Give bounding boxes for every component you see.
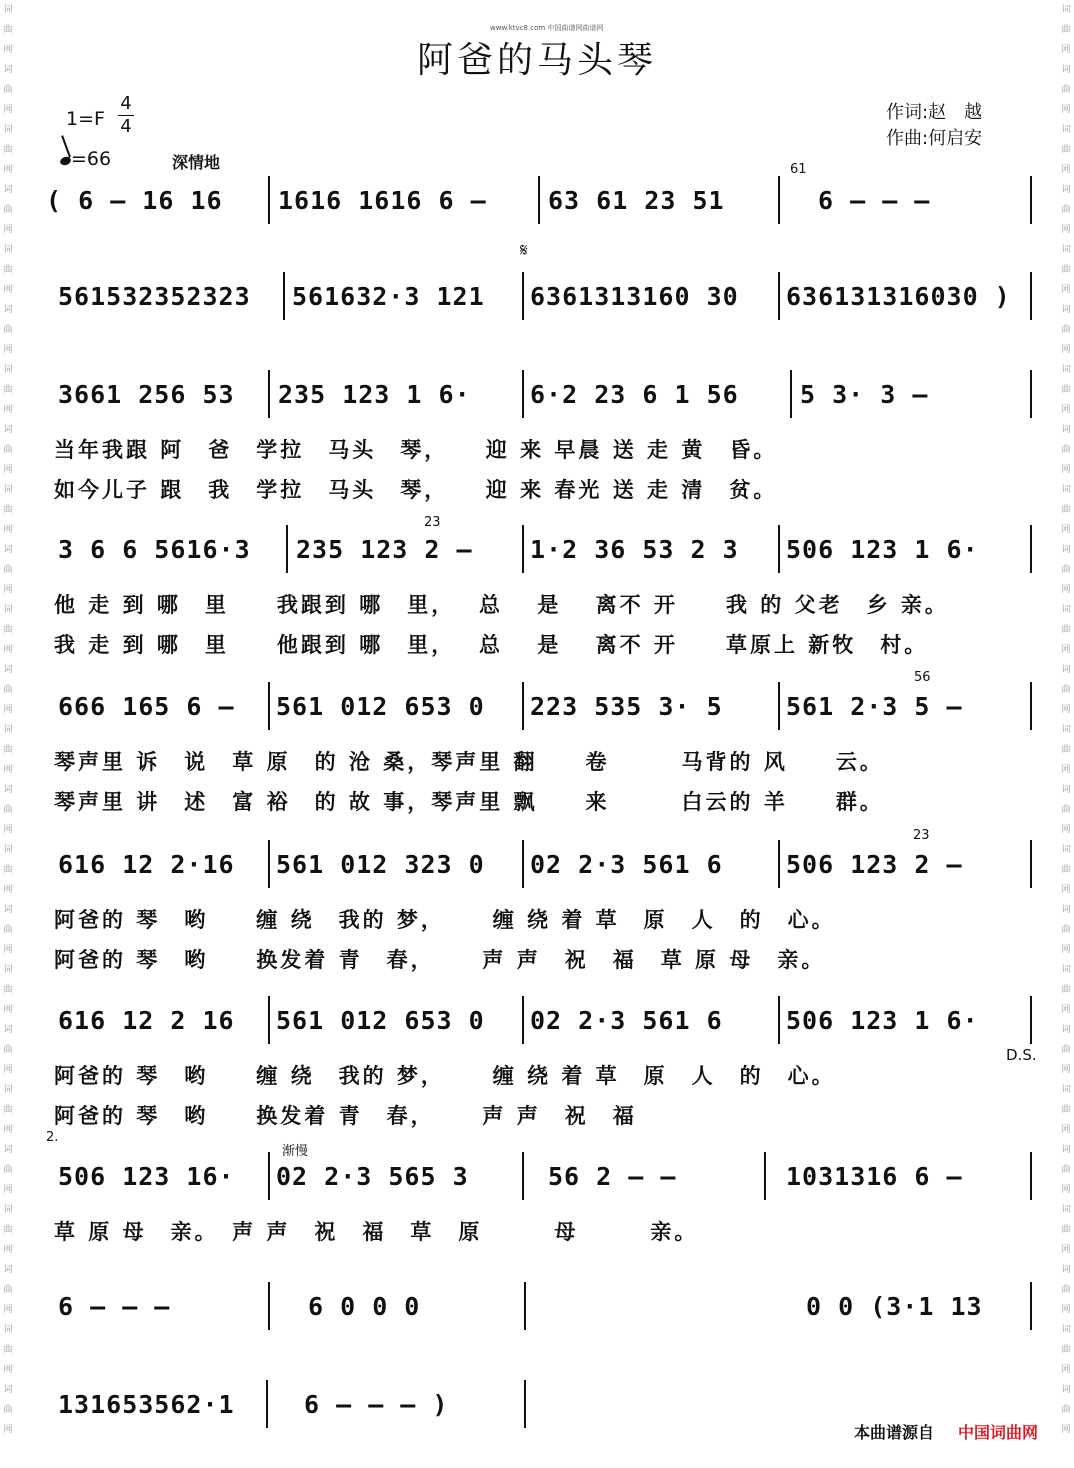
lyric-line: 阿爸的 琴 哟 换发着 青 春， 声 声 祝 福 (54, 1103, 637, 1128)
bar-line (268, 176, 270, 224)
bar-line (1030, 176, 1032, 224)
bar-line (268, 1152, 270, 1200)
bar-line (778, 682, 780, 730)
bar-line (266, 1380, 268, 1428)
measure: 3 6 6 5616·3 (58, 535, 251, 564)
measure: ( 6 – 16 16 (46, 186, 223, 215)
grace-note-61: 61 (790, 162, 807, 177)
da-segno: D.S. (1006, 1046, 1037, 1064)
measure: 561532352323 (58, 282, 251, 311)
bar-line (268, 370, 270, 418)
bar-line (1030, 525, 1032, 573)
bar-line (1030, 370, 1032, 418)
bar-line (1030, 1152, 1032, 1200)
composer: 作曲:何启安 (886, 128, 983, 149)
tempo-value: =66 (71, 148, 112, 170)
measure: 6361313160 30 (530, 282, 739, 311)
bar-line (764, 1152, 766, 1200)
measure: 636131316030 ) (786, 282, 1011, 311)
measure: 506 123 1 6· (786, 1006, 979, 1035)
bar-line (1030, 996, 1032, 1044)
volta-bracket: 2. (46, 1130, 59, 1145)
bar-line (286, 525, 288, 573)
bar-line (522, 1152, 524, 1200)
measure: 235 123 1 6· (278, 380, 471, 409)
measure: 666 165 6 – (58, 692, 235, 721)
measure: 223 535 3· 5 (530, 692, 723, 721)
site-line: www.ktvc8.com 中国曲谱网曲谱网 (490, 24, 604, 32)
measure: 1616 1616 6 – (278, 186, 487, 215)
segno-icon: 𝄋 (520, 240, 528, 261)
measure: 02 2·3 565 3 (276, 1162, 469, 1191)
measure: 561 012 653 0 (276, 1006, 485, 1035)
bar-line (1030, 682, 1032, 730)
bar-line (1030, 1282, 1032, 1330)
ritardando: 渐慢 (282, 1144, 309, 1159)
tempo-marking (60, 148, 111, 170)
time-signature (118, 94, 134, 137)
meter-top: 4 (120, 93, 132, 114)
song-title: 阿爸的马头琴 (416, 40, 657, 81)
footer-label: 本曲谱源自 (853, 1423, 934, 1442)
measure: 5 3· 3 – (800, 380, 929, 409)
bar-line (778, 996, 780, 1044)
grace-note-23b: 23 (913, 828, 930, 843)
bar-line (1030, 272, 1032, 320)
measure: 561 2·3 5 – (786, 692, 963, 721)
bar-line (522, 840, 524, 888)
bar-line (522, 682, 524, 730)
measure: 02 2·3 561 6 (530, 850, 723, 879)
measure: 616 12 2·16 (58, 850, 235, 879)
measure: 561 012 323 0 (276, 850, 485, 879)
measure: 6·2 23 6 1 56 (530, 380, 739, 409)
key-signature: 1=F (66, 108, 105, 130)
lyric-line: 他 走 到 哪 里 我跟到 哪 里， 总 是 离不 开 我 的 父老 乡 亲。 (54, 592, 949, 617)
bar-line (522, 996, 524, 1044)
footer (854, 1420, 1038, 1443)
bar-line (524, 1380, 526, 1428)
side-watermark-right: 词曲网 词曲网 词曲网 词曲网 词曲网 词曲网 词曲网 词曲网 词曲网 词曲网 词曲网 词曲网 词曲网 词曲网 词曲网 词曲网 词曲网 词曲网 词曲网 词曲网 词曲网 词曲网 词曲网 词曲网 (1061, 5, 1071, 1435)
lyric-line: 当年我跟 阿 爸 学拉 马头 琴， 迎 来 早晨 送 走 黄 昏。 (54, 437, 778, 462)
lyric-line: 阿爸的 琴 哟 缠 绕 我的 梦， 缠 绕 着 草 原 人 的 心。 (54, 907, 836, 932)
bar-line (778, 272, 780, 320)
lyric-line: 琴声里 诉 说 草 原 的 沧 桑，琴声里 翻 卷 马背的 风 云。 (54, 749, 884, 774)
measure: 506 123 16· (58, 1162, 235, 1191)
measure: 6 – – – ) (304, 1390, 449, 1419)
bar-line (778, 525, 780, 573)
measure: 561 012 653 0 (276, 692, 485, 721)
measure: 3661 256 53 (58, 380, 235, 409)
credits (886, 100, 982, 152)
bar-line (268, 682, 270, 730)
expression-marking: 深情地 (172, 153, 221, 172)
bar-line (268, 840, 270, 888)
measure: 6 0 0 0 (308, 1292, 421, 1321)
meter-bottom: 4 (120, 116, 132, 137)
lyric-line: 阿爸的 琴 哟 换发着 青 春， 声 声 祝 福 草 原 母 亲。 (54, 947, 826, 972)
measure: 56 2 – – (548, 1162, 677, 1191)
measure: 561632·3 121 (292, 282, 485, 311)
lyric-line: 阿爸的 琴 哟 缠 绕 我的 梦， 缠 绕 着 草 原 人 的 心。 (54, 1063, 836, 1088)
bar-line (524, 1282, 526, 1330)
bar-line (1030, 840, 1032, 888)
lyric-line: 琴声里 讲 述 富 裕 的 故 事，琴声里 飘 来 白云的 羊 群。 (54, 789, 884, 814)
bar-line (268, 996, 270, 1044)
bar-line (538, 176, 540, 224)
grace-note-56: 56 (914, 670, 931, 685)
bar-line (778, 840, 780, 888)
measure: 1031316 6 – (786, 1162, 963, 1191)
bar-line (790, 370, 792, 418)
measure: 02 2·3 561 6 (530, 1006, 723, 1035)
bar-line (522, 272, 524, 320)
measure: 506 123 2 – (786, 850, 963, 879)
measure: 6 – – – (818, 186, 931, 215)
measure: 0 0 (3·1 13 (806, 1292, 983, 1321)
footer-brand: 中国词曲网 (957, 1423, 1038, 1442)
measure: 506 123 1 6· (786, 535, 979, 564)
measure: 131653562·1 (58, 1390, 235, 1419)
measure: 235 123 2 – (296, 535, 473, 564)
measure: 6 – – – (58, 1292, 171, 1321)
bar-line (283, 272, 285, 320)
lyric-line: 如今儿子 跟 我 学拉 马头 琴， 迎 来 春光 送 走 清 贫。 (54, 477, 778, 502)
grace-note-23: 23 (424, 515, 441, 530)
side-watermark-left: 词曲网 词曲网 词曲网 词曲网 词曲网 词曲网 词曲网 词曲网 词曲网 词曲网 词曲网 词曲网 词曲网 词曲网 词曲网 词曲网 词曲网 词曲网 词曲网 词曲网 词曲网 词曲网 词曲网 词曲网 (3, 5, 13, 1435)
bar-line (522, 370, 524, 418)
bar-line (778, 176, 780, 224)
lyricist: 作词:赵 越 (886, 102, 983, 123)
bar-line (522, 525, 524, 573)
lyric-line: 草 原 母 亲。 声 声 祝 福 草 原 母 亲。 (54, 1219, 699, 1244)
bar-line (268, 1282, 270, 1330)
measure: 1·2 36 53 2 3 (530, 535, 739, 564)
measure: 63 61 23 51 (548, 186, 725, 215)
measure: 616 12 2 16 (58, 1006, 235, 1035)
lyric-line: 我 走 到 哪 里 他跟到 哪 里， 总 是 离不 开 草原上 新牧 村。 (54, 632, 929, 657)
